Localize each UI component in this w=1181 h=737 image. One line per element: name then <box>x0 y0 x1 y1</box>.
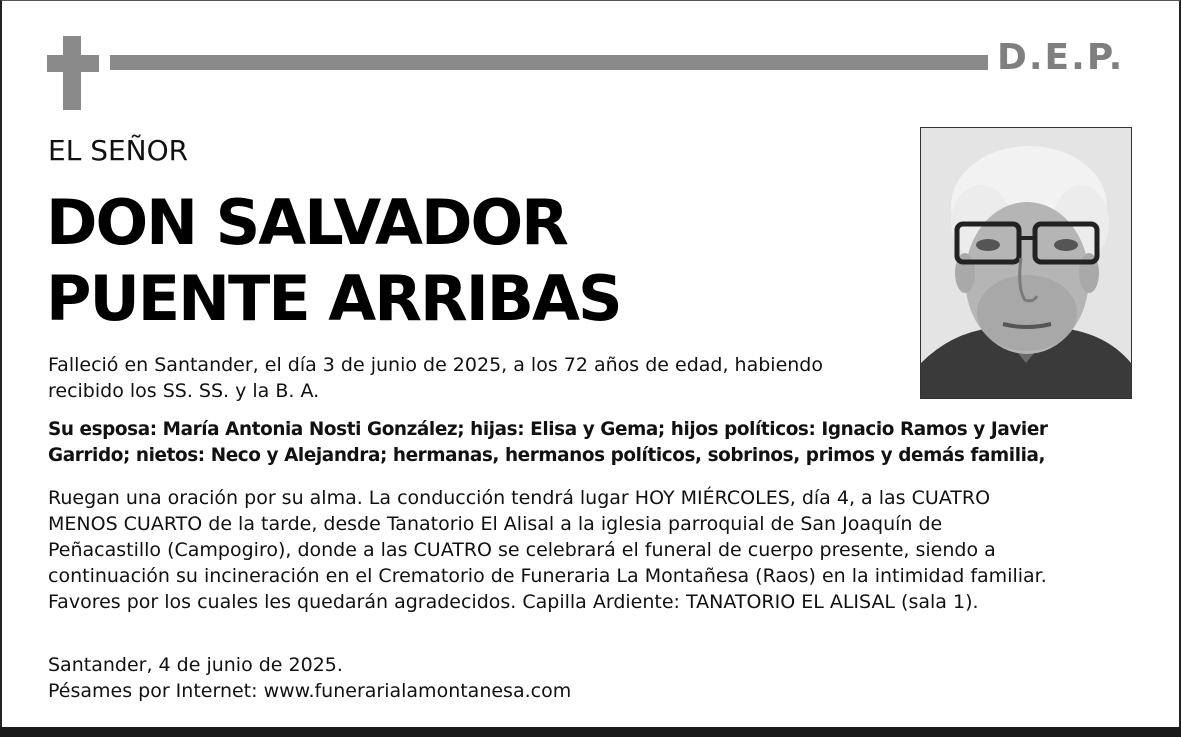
ceremony-line: continuación su incineración en el Crematorio de Funeraria La Montañesa (Raos) en la intimidad familiar. <box>48 565 1047 587</box>
portrait-photo <box>920 127 1132 399</box>
portrait-illustration <box>921 128 1131 398</box>
header-rule <box>110 55 988 70</box>
ceremony-line: Favores por los cuales les quedarán agradecidos. Capilla Ardiente: TANATORIO EL ALISAL (sala 1). <box>48 591 979 613</box>
deceased-name <box>46 185 621 337</box>
family-line-1: Su esposa: María Antonia Nosti González; hijas: Elisa y Gema; hijos políticos: Ignacio Ramos y Javier <box>48 419 1048 440</box>
footer-date: Santander, 4 de junio de 2025. <box>48 654 343 676</box>
family-list <box>48 417 1048 469</box>
death-notice-line-1: Falleció en Santander, el día 3 de junio de 2025, a los 72 años de edad, habiendo <box>48 354 823 376</box>
dep-heading: D.E.P. <box>997 37 1125 78</box>
ceremony-line: Ruegan una oración por su alma. La conducción tendrá lugar HOY MIÉRCOLES, día 4, a las CUATRO <box>48 487 991 509</box>
footer-web: Pésames por Internet: www.funerarialamontanesa.com <box>48 680 572 702</box>
ceremony-details <box>48 485 1158 615</box>
bottom-rule <box>0 727 1181 737</box>
name-line-2: PUENTE ARRIBAS <box>46 262 621 335</box>
family-line-2: Garrido; nietos: Neco y Alejandra; hermanas, hermanos políticos, sobrinos, primos y demás familia, <box>48 445 1046 466</box>
ceremony-line: MENOS CUARTO de la tarde, desde Tanatorio El Alisal a la iglesia parroquial de San Joaquín de <box>48 513 943 535</box>
death-notice-line-2: recibido los SS. SS. y la B. A. <box>48 380 320 402</box>
cross-icon <box>47 36 99 110</box>
death-notice <box>48 352 898 404</box>
honorific-title: EL SEÑOR <box>48 134 189 167</box>
footer <box>48 652 748 704</box>
ceremony-line: Peñacastillo (Campogiro), donde a las CUATRO se celebrará el funeral de cuerpo presente, siendo a <box>48 539 996 561</box>
name-line-1: DON SALVADOR <box>46 186 567 259</box>
